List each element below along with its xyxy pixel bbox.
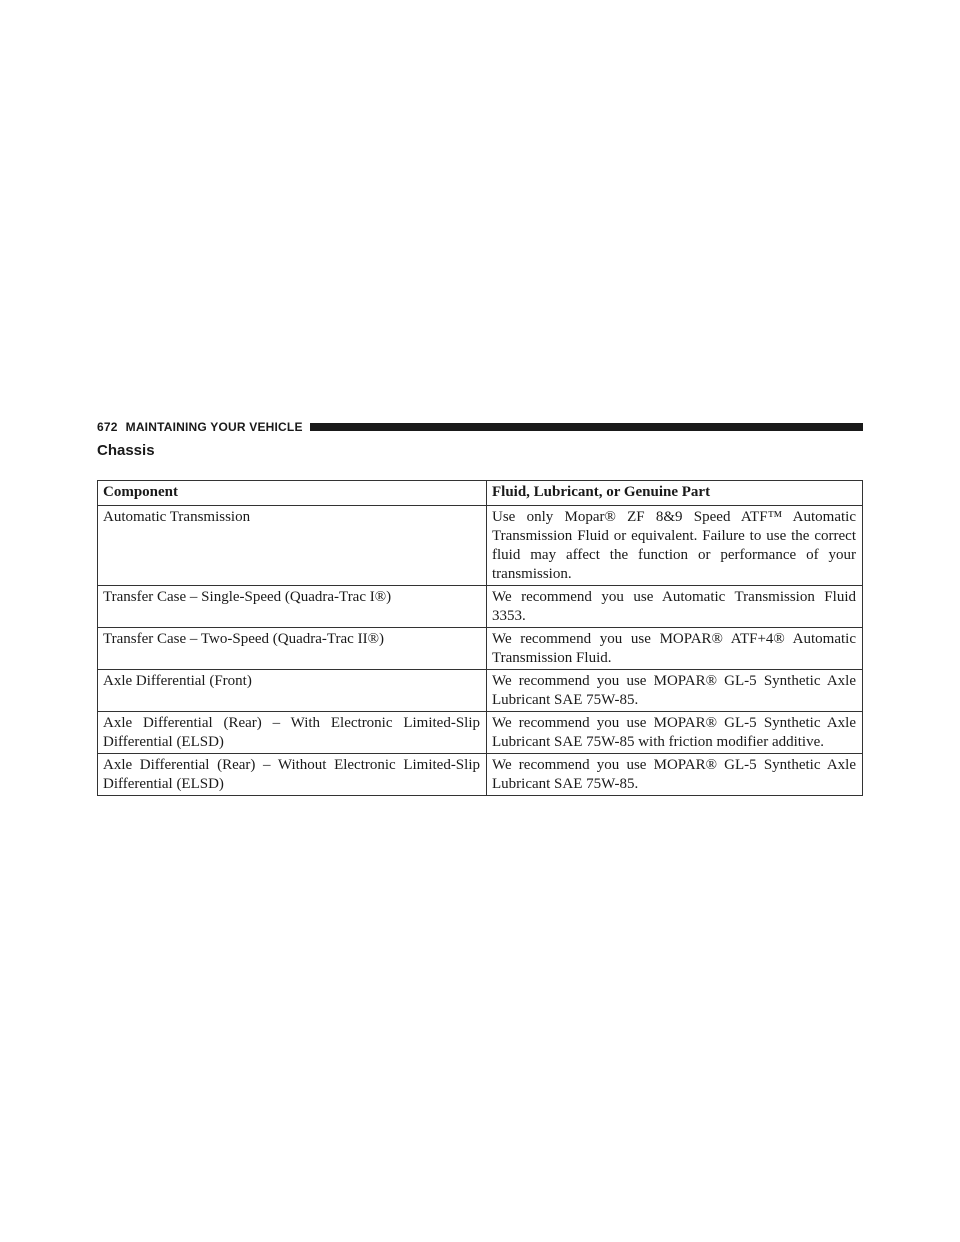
component-cell: Axle Differential (Rear) – With Electronic Limited-Slip Differential (ELSD)	[98, 712, 487, 754]
table-row	[98, 754, 863, 796]
component-cell: Automatic Transmission	[98, 506, 487, 586]
component-cell: Axle Differential (Rear) – Without Electronic Limited-Slip Differential (ELSD)	[98, 754, 487, 796]
column-header-component: Component	[98, 481, 487, 506]
header-rule	[310, 423, 863, 431]
component-cell: Axle Differential (Front)	[98, 670, 487, 712]
table-row	[98, 670, 863, 712]
fluid-cell: Use only Mopar® ZF 8&9 Speed ATF™ Automatic Transmission Fluid or equivalent. Failure to use the correct fluid may affect the function or performance of your transmission.	[487, 506, 863, 586]
fluid-cell: We recommend you use Automatic Transmission Fluid 3353.	[487, 586, 863, 628]
section-heading: MAINTAINING YOUR VEHICLE	[125, 420, 303, 434]
table-row	[98, 628, 863, 670]
fluid-cell: We recommend you use MOPAR® ATF+4® Automatic Transmission Fluid.	[487, 628, 863, 670]
column-header-fluid: Fluid, Lubricant, or Genuine Part	[487, 481, 863, 506]
fluid-cell: We recommend you use MOPAR® GL-5 Synthetic Axle Lubricant SAE 75W-85 with friction modifier additive.	[487, 712, 863, 754]
component-cell: Transfer Case – Two-Speed (Quadra-Trac II®)	[98, 628, 487, 670]
page-number: 672	[97, 420, 118, 434]
table-row	[98, 506, 863, 586]
table-header-row	[98, 481, 863, 506]
page-title: Chassis	[97, 442, 155, 459]
page-header	[97, 418, 863, 436]
table-row	[98, 586, 863, 628]
component-cell: Transfer Case – Single-Speed (Quadra-Trac I®)	[98, 586, 487, 628]
chassis-fluids-table	[97, 480, 863, 796]
fluid-cell: We recommend you use MOPAR® GL-5 Synthetic Axle Lubricant SAE 75W-85.	[487, 670, 863, 712]
fluid-cell: We recommend you use MOPAR® GL-5 Synthetic Axle Lubricant SAE 75W-85.	[487, 754, 863, 796]
table-row	[98, 712, 863, 754]
